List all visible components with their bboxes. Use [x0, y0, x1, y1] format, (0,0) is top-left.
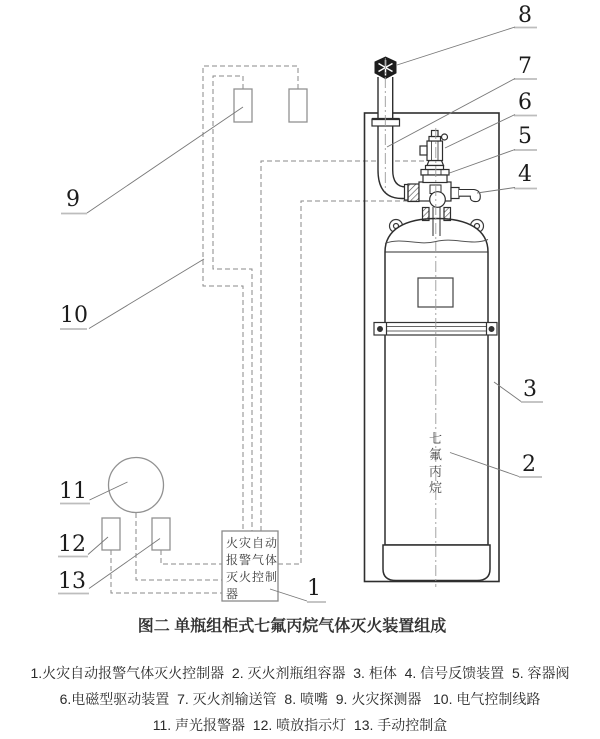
- cylinder-agent-label: 七氟丙烷: [428, 432, 442, 497]
- solenoid-cap: [429, 137, 441, 142]
- wire-detector-right: [203, 66, 298, 531]
- legend-line-2: 6.电磁型驱动装置 7. 灭火剂输送管 8. 喷嘴 9. 火灾探测器 10. 电气控制线路: [59, 691, 541, 707]
- wire-manual-box: [161, 550, 222, 564]
- inlet-hatch-block: [408, 184, 419, 202]
- part-label-4: 4: [518, 162, 532, 187]
- valve-ball: [430, 192, 446, 208]
- figure-caption: 图二 单瓶组柜式七氟丙烷气体灭火装置组成: [137, 618, 447, 635]
- controller-box-text: [226, 535, 278, 603]
- neck-hatch-right: [444, 208, 451, 221]
- solenoid-adapter-nut: [427, 161, 444, 166]
- solenoid-cable-box: [420, 146, 427, 155]
- fire-detector-right: [289, 89, 307, 122]
- cylinder-base-skirt: [383, 545, 490, 581]
- discharge-indicator-lamp: [102, 518, 120, 550]
- sound-light-alarm: [109, 458, 164, 513]
- part-label-13: 13: [58, 569, 86, 594]
- leader-4: [477, 188, 515, 194]
- agent-delivery-pipe: [372, 57, 406, 199]
- part-label-10: 10: [60, 303, 88, 328]
- part-label-9: 9: [66, 187, 80, 212]
- leader-8: [397, 27, 515, 65]
- part-label-3: 3: [523, 377, 537, 402]
- leader-13: [89, 539, 160, 589]
- part-label-5: 5: [518, 124, 532, 149]
- solenoid-ring: [442, 134, 448, 140]
- wire-discharge-lamp: [111, 550, 222, 593]
- controller-text-line1: 火灾自动: [226, 536, 279, 550]
- electric-devices: [102, 89, 307, 601]
- neck-hatch-left: [423, 208, 430, 221]
- part-label-8: 8: [518, 3, 532, 28]
- part-label-1: 1: [307, 576, 321, 601]
- leader-10: [89, 259, 204, 329]
- part-label-7: 7: [518, 54, 532, 79]
- part-label-11: 11: [59, 479, 87, 504]
- fire-detector-left: [234, 89, 252, 122]
- manual-control-box: [152, 518, 170, 550]
- leader-5: [450, 150, 516, 174]
- parts-legend: [0, 660, 600, 738]
- container-valve-body: [423, 175, 447, 183]
- signal-feedback-pipe: [459, 190, 480, 202]
- solenoid-body: [427, 141, 443, 161]
- pipe-inner-edge: [393, 77, 406, 187]
- part-label-12: 12: [58, 532, 86, 557]
- controller-text-line3: 灭火控制: [226, 570, 279, 584]
- controller-text-line2: 报警气体: [226, 553, 279, 567]
- part-label-2: 2: [522, 452, 536, 477]
- legend-line-1: 1.火灾自动报警气体灭火控制器 2. 灭火剂瓶组容器 3. 柜体 4. 信号反馈装置 5. 容器阀: [30, 665, 570, 681]
- container-valve-flange: [421, 170, 449, 176]
- leader-6: [445, 115, 515, 149]
- solenoid-knob: [432, 131, 439, 137]
- part-label-6: 6: [518, 90, 532, 115]
- signal-feedback-port: [451, 188, 459, 199]
- legend-line-3: 11. 声光报警器 12. 喷放指示灯 13. 手动控制盒: [152, 717, 448, 733]
- leader-3: [494, 382, 521, 402]
- controller-text-line4: 器: [226, 587, 240, 601]
- wire-detector-left: [213, 76, 252, 531]
- leader-9: [87, 107, 243, 213]
